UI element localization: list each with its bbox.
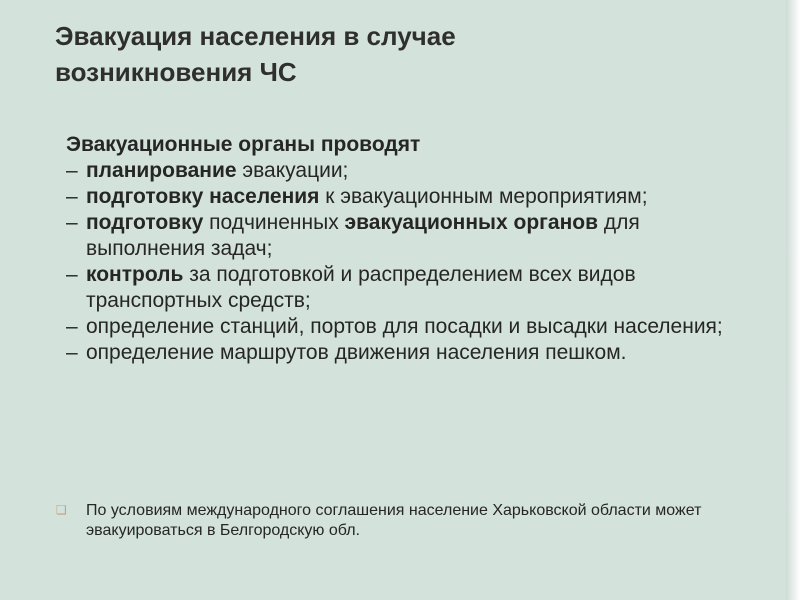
- item-bold-text: подготовку населения: [86, 185, 320, 208]
- dash-marker: –: [66, 211, 78, 234]
- item-text: за подготовкой и распределением всех видов транспортных средств;: [86, 263, 636, 312]
- dash-marker: –: [66, 263, 78, 286]
- note-paragraph: [56, 501, 756, 541]
- item-text: эвакуации;: [236, 159, 349, 182]
- item-text: подчиненных: [203, 211, 345, 234]
- slide-edge-band: [786, 0, 800, 600]
- item-bold-text: эвакуационных органов: [344, 211, 598, 234]
- slide-content: [66, 132, 756, 366]
- list-item: [66, 314, 756, 340]
- item-bold-text: контроль: [86, 263, 184, 286]
- item-text: определение маршрутов движения населения пешком.: [86, 341, 627, 364]
- list-item: [66, 158, 756, 184]
- list-item: [66, 262, 756, 314]
- list-item: [66, 210, 756, 262]
- dash-marker: –: [66, 315, 78, 338]
- content-intro: Эвакуационные органы проводят: [66, 133, 421, 156]
- square-bullet-icon: ❑: [56, 503, 67, 517]
- slide-title: [55, 18, 755, 90]
- slide-title-line-1: Эвакуация населения в случае: [55, 21, 456, 51]
- item-bold-text: подготовку: [86, 211, 204, 234]
- item-text: для выполнения задач;: [86, 211, 640, 260]
- note-text: По условиям международного соглашения население Харьковской области может эвакуироваться в Белгородскую обл.: [86, 502, 702, 539]
- dash-marker: –: [66, 185, 78, 208]
- item-bold-text: планирование: [86, 159, 237, 182]
- item-text: к эвакуационным мероприятиям;: [319, 185, 648, 208]
- item-text: определение станций, портов для посадки и высадки населения;: [86, 315, 723, 338]
- dash-marker: –: [66, 159, 78, 182]
- list-item: [66, 184, 756, 210]
- dash-marker: –: [66, 341, 78, 364]
- list-item: [66, 340, 756, 366]
- slide-title-line-2: возникновения ЧС: [55, 57, 297, 87]
